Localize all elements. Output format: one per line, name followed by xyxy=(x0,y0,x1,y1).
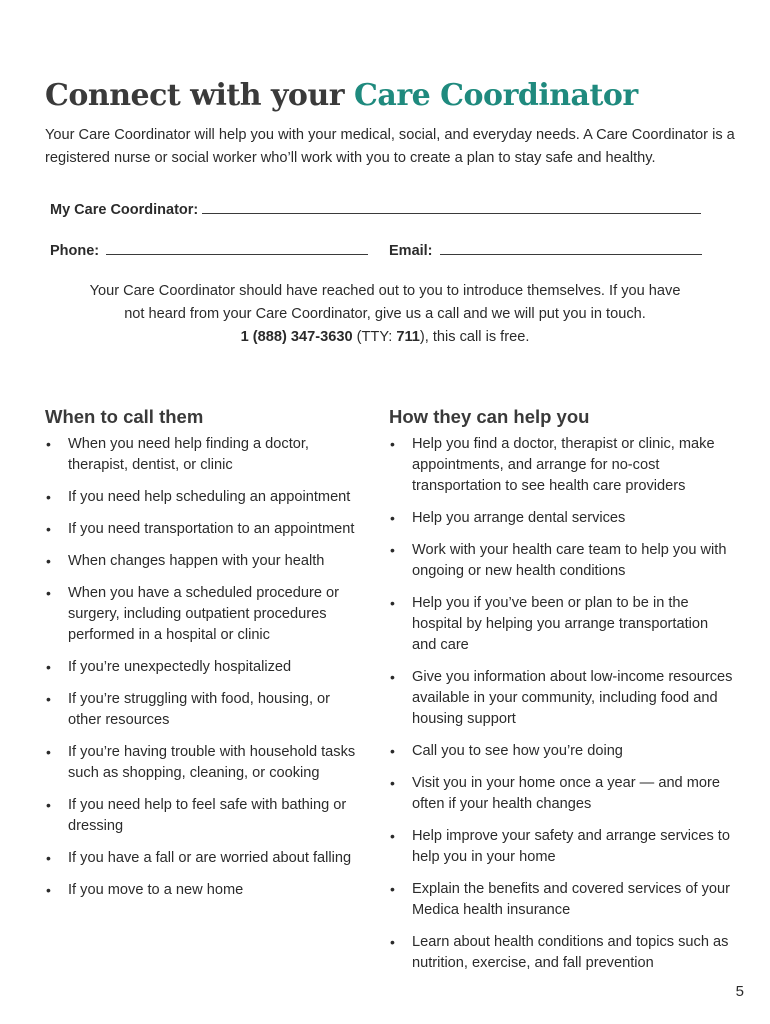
reach-out-suffix: ), this call is free. xyxy=(419,329,530,345)
list-item: • Visit you in your home once a year — and more often if your health changes xyxy=(389,773,734,815)
phone-blank-line xyxy=(106,240,368,255)
list-item: • Help you arrange dental services xyxy=(389,508,734,529)
list-item: • If you’re having trouble with household tasks such as shopping, cleaning, or cooking xyxy=(45,742,360,784)
title-prefix: Connect with your xyxy=(45,78,345,113)
list-item: • When you have a scheduled procedure or surgery, including outpatient procedures performed in a hospital or clinic xyxy=(45,583,360,646)
coordinator-blank-line xyxy=(202,199,701,214)
list-item: • If you have a fall or are worried about falling xyxy=(45,848,360,869)
email-label: Email: xyxy=(389,243,433,259)
list-item: • Explain the benefits and covered services of your Medica health insurance xyxy=(389,879,734,921)
intro-paragraph: Your Care Coordinator will help you with your medical, social, and everyday needs. A Care Coordinator is a registered nurse or social worker who’ll work with you to create a plan to stay safe and healthy. xyxy=(45,127,735,166)
how-they-help-list xyxy=(389,434,734,974)
phone-number: 1 (888) 347-3630 xyxy=(240,329,353,345)
reach-out-paragraph xyxy=(85,280,685,349)
list-item: • Learn about health conditions and topics such as nutrition, exercise, and fall prevention xyxy=(389,932,734,974)
list-item: • When you need help finding a doctor, therapist, dentist, or clinic xyxy=(45,434,360,476)
email-field xyxy=(389,240,702,259)
list-item: • Work with your health care team to help you with ongoing or new health conditions xyxy=(389,540,734,582)
coordinator-label: My Care Coordinator: xyxy=(50,202,199,218)
how-they-help-section xyxy=(389,404,734,985)
tty-number: 711 xyxy=(396,329,420,345)
list-item: • If you move to a new home xyxy=(45,880,360,901)
when-to-call-list xyxy=(45,434,360,901)
when-to-call-section xyxy=(45,404,360,912)
list-item: • Give you information about low-income resources available in your community, including food and housing support xyxy=(389,667,734,730)
phone-field xyxy=(50,240,368,259)
phone-label: Phone: xyxy=(50,243,100,259)
how-they-help-heading: How they can help you xyxy=(389,406,590,427)
tty-prefix: (TTY: xyxy=(352,329,397,345)
title-accent: Care Coordinator xyxy=(354,78,638,113)
list-item: • If you need transportation to an appointment xyxy=(45,519,360,540)
coordinator-field xyxy=(50,199,701,218)
list-item: • If you need help scheduling an appointment xyxy=(45,487,360,508)
email-blank-line xyxy=(440,240,702,255)
list-item: • Help improve your safety and arrange services to help you in your home xyxy=(389,826,734,868)
list-item: • Help you find a doctor, therapist or clinic, make appointments, and arrange for no-cost transportation to see health care providers xyxy=(389,434,734,497)
list-item: • If you’re struggling with food, housing, or other resources xyxy=(45,689,360,731)
list-item: • When changes happen with your health xyxy=(45,551,360,572)
list-item: • If you need help to feel safe with bathing or dressing xyxy=(45,795,360,837)
list-item: • Help you if you’ve been or plan to be in the hospital by helping you arrange transportation and care xyxy=(389,593,734,656)
list-item: • Call you to see how you’re doing xyxy=(389,741,734,762)
page-title xyxy=(45,78,638,113)
page-number: 5 xyxy=(735,983,744,1000)
reach-out-text: Your Care Coordinator should have reached out to you to introduce themselves. If you have not heard from your Care Coordinator, give us a call and we will put you in touch. xyxy=(89,283,681,322)
list-item: • If you’re unexpectedly hospitalized xyxy=(45,657,360,678)
when-to-call-heading: When to call them xyxy=(45,406,204,427)
